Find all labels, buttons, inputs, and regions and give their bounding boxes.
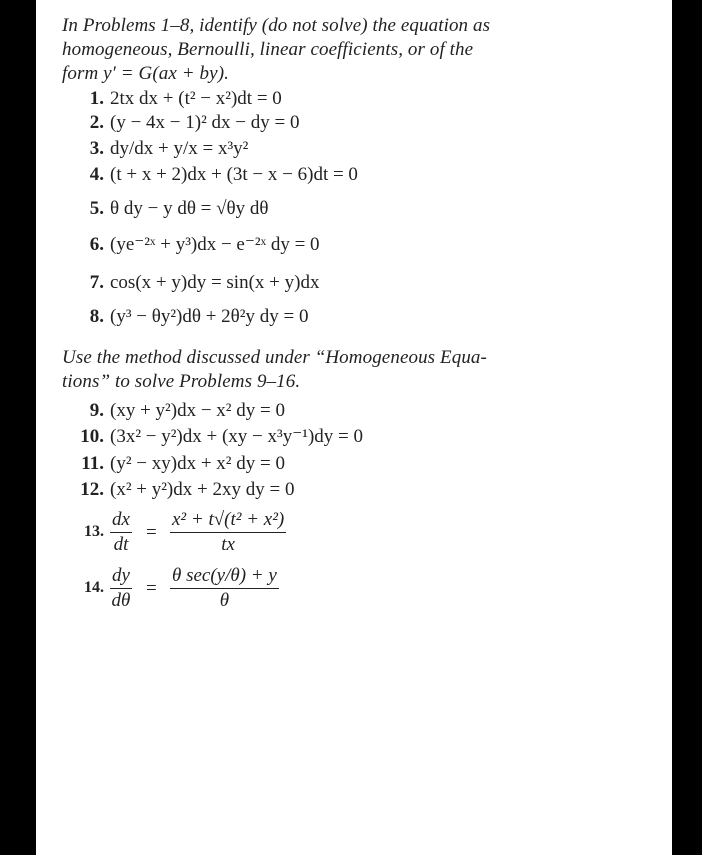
problem-number: 8. bbox=[89, 306, 104, 327]
problem-number: 4. bbox=[89, 164, 104, 185]
instruction-line: homogeneous, Bernoulli, linear coefficients, or of the bbox=[62, 39, 474, 60]
numerator: dy bbox=[112, 565, 130, 586]
instructions-1 bbox=[62, 14, 662, 86]
problem-equation: (y² − xy)dx + x² dy = 0 bbox=[110, 453, 285, 474]
problem-number: 13. bbox=[84, 523, 104, 540]
problem-equation: (xy + y²)dx − x² dy = 0 bbox=[110, 400, 285, 421]
denominator: dt bbox=[113, 534, 129, 555]
instructions-2 bbox=[62, 346, 662, 394]
fraction-bar bbox=[110, 532, 132, 533]
rhs-fraction bbox=[170, 565, 279, 612]
problem-number: 1. bbox=[89, 88, 104, 109]
instruction-line: Use the method discussed under “Homogeneous Equa- bbox=[62, 347, 487, 368]
problem-number: 9. bbox=[89, 400, 104, 421]
lhs-fraction bbox=[110, 565, 132, 612]
problem-equation: dy/dx + y/x = x³y² bbox=[110, 138, 249, 159]
lhs-fraction bbox=[110, 509, 132, 556]
problem-equation: (y³ − θy²)dθ + 2θ²y dy = 0 bbox=[110, 306, 309, 327]
instruction-line: In Problems 1–8, identify (do not solve) the equation as bbox=[62, 15, 491, 36]
numerator: θ sec(y/θ) + y bbox=[172, 565, 277, 586]
denominator: dθ bbox=[111, 590, 131, 611]
problem-number: 14. bbox=[84, 579, 104, 596]
problem-list-1 bbox=[76, 88, 662, 334]
problem-number: 12. bbox=[80, 479, 104, 500]
fraction-bar bbox=[170, 588, 279, 589]
denominator: tx bbox=[221, 534, 235, 555]
problem-list-2 bbox=[70, 400, 662, 621]
instruction-line: tions” to solve Problems 9–16. bbox=[62, 371, 301, 392]
problem-item bbox=[76, 112, 662, 138]
problem-item bbox=[76, 198, 662, 234]
fraction-bar bbox=[110, 588, 132, 589]
problem-item bbox=[76, 234, 662, 272]
problem-equation: (t + x + 2)dx + (3t − x − 6)dt = 0 bbox=[110, 164, 358, 185]
problem-item bbox=[76, 88, 662, 112]
problem-number: 6. bbox=[89, 234, 104, 255]
problem-equation: 2tx dx + (t² − x²)dt = 0 bbox=[110, 88, 282, 109]
denominator: θ bbox=[219, 590, 230, 611]
problem-number: 3. bbox=[89, 138, 104, 159]
problem-item bbox=[76, 306, 662, 334]
equals-sign: = bbox=[146, 578, 157, 599]
problem-equation: θ dy − y dθ = √θy dθ bbox=[110, 198, 269, 219]
problem-item bbox=[76, 164, 662, 198]
textbook-page bbox=[36, 0, 672, 855]
problem-equation: (y − 4x − 1)² dx − dy = 0 bbox=[110, 112, 300, 133]
problem-equation: cos(x + y)dy = sin(x + y)dx bbox=[110, 272, 320, 293]
problem-equation: (x² + y²)dx + 2xy dy = 0 bbox=[110, 479, 295, 500]
problem-equation: (ye⁻²ˣ + y³)dx − e⁻²ˣ dy = 0 bbox=[110, 234, 320, 255]
fraction-bar bbox=[170, 532, 286, 533]
equals-sign: = bbox=[146, 522, 157, 543]
problem-number: 5. bbox=[89, 198, 104, 219]
problem-item-fraction bbox=[70, 509, 662, 565]
problem-item bbox=[76, 138, 662, 164]
problem-number: 11. bbox=[81, 453, 104, 474]
problem-equation: (3x² − y²)dx + (xy − x³y⁻¹)dy = 0 bbox=[110, 426, 363, 447]
problem-number: 10. bbox=[80, 426, 104, 447]
numerator: x² + t√(t² + x²) bbox=[172, 509, 285, 530]
problem-item bbox=[70, 400, 662, 426]
problem-item bbox=[70, 426, 662, 453]
problem-item bbox=[70, 453, 662, 479]
problem-item-fraction bbox=[70, 565, 662, 621]
problem-item bbox=[76, 272, 662, 306]
problem-number: 2. bbox=[89, 112, 104, 133]
problem-number: 7. bbox=[89, 272, 104, 293]
numerator: dx bbox=[112, 509, 130, 530]
rhs-fraction bbox=[170, 509, 286, 556]
instruction-line: form y′ = G(ax + by). bbox=[62, 63, 229, 84]
problem-item bbox=[70, 479, 662, 509]
page-content bbox=[62, 14, 662, 621]
